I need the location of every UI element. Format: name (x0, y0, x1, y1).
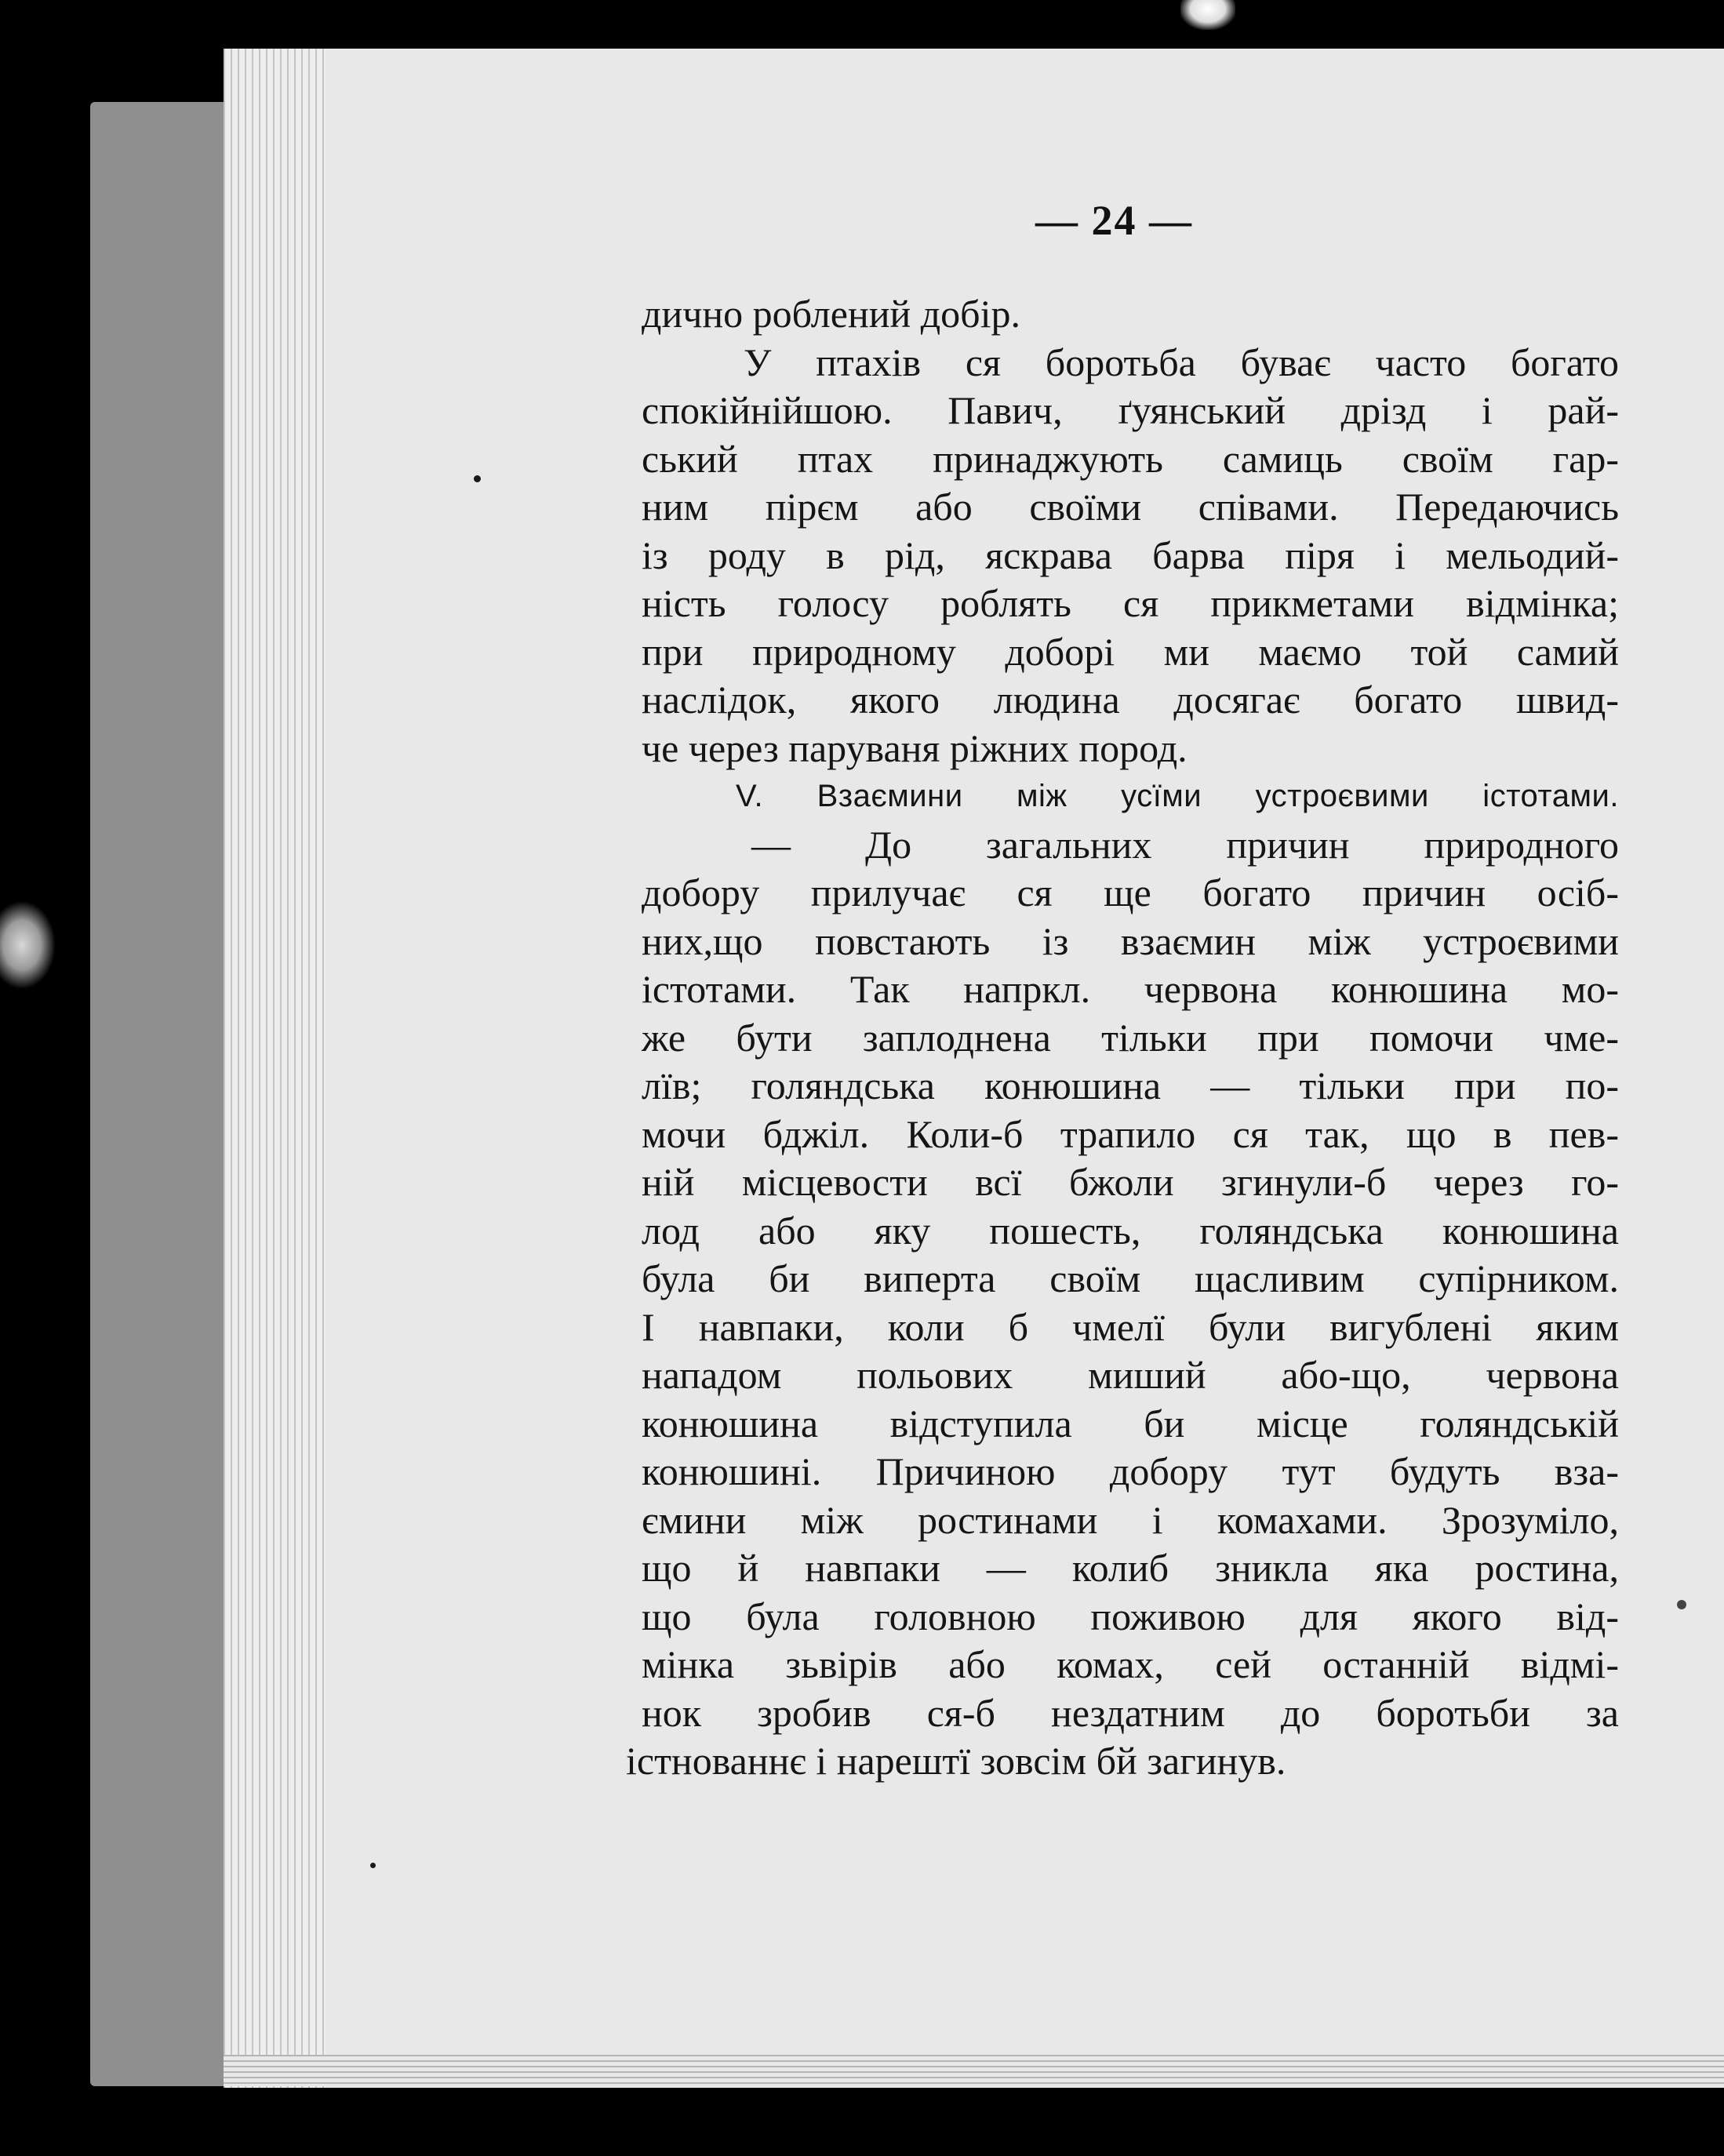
text-line: лод або яку пошесть, голяндська конюшина (642, 1208, 1619, 1253)
text-line: що й навпаки — колиб зникла яка ростина, (642, 1546, 1619, 1590)
text-line: спокійнійшою. Павич, ґуянський дрізд і рай- (642, 388, 1619, 432)
text-line: ність голосу роблять ся прикметами відмінка; (642, 581, 1619, 625)
page-stack-edges (224, 49, 326, 2088)
text-line: че через паруваня ріжних пород. (642, 725, 1188, 770)
text-line: що була головною поживою для якого від- (642, 1594, 1619, 1638)
text-line: при природному доборі ми маємо той самий (642, 629, 1619, 674)
text-line: лїв; голяндська конюшина — тільки при по- (642, 1063, 1619, 1107)
text-line: У птахів ся боротьба буває часто богато (744, 340, 1619, 384)
body-text (626, 290, 1619, 1786)
text-line: конюшина відступила би місце голяндській (642, 1401, 1619, 1445)
text-line: І навпаки, коли б чмелї були вигублені яким (642, 1304, 1619, 1349)
page-stack-bottom (224, 2055, 1724, 2086)
text-line: ним пірєм або своїми співами. Передаючись (642, 485, 1619, 529)
scan-artifact (0, 902, 55, 988)
text-line: мінка зьвірів або комах, сей останній відмі- (642, 1642, 1619, 1686)
text-line: істотами. Так напркл. червона конюшина мо- (642, 967, 1619, 1011)
text-line: нападом польових миший або-що, червона (642, 1353, 1619, 1397)
text-line: ський птах принаджують самиць своїм гар- (642, 436, 1619, 481)
text-line: же бути заплоднена тільки при помочи чме- (642, 1015, 1619, 1060)
ink-speck (474, 475, 481, 482)
text-line: — До загальних причин природного (751, 822, 1619, 867)
ink-speck (370, 1863, 376, 1868)
ink-speck (1677, 1600, 1686, 1609)
scan-artifact (1180, 0, 1235, 30)
text-line: них,що повстають із взаємин між устроєвими (642, 918, 1619, 963)
text-line: наслідок, якого людина досягає богато швид- (642, 678, 1619, 722)
text-line: ємини між ростинами і комахами. Зрозуміло, (642, 1497, 1619, 1542)
text-line: істнованнє і нарештї зовсім бй загинув. (626, 1739, 1286, 1783)
page-number: — 24 — (1035, 197, 1193, 244)
text-line: була би виперта своїм щасливим супірником. (642, 1256, 1619, 1300)
text-line: нок зробив ся-б нездатним до боротьби за (642, 1690, 1619, 1735)
text-line: із роду в рід, яскрава барва піря і мельодий- (642, 533, 1619, 577)
text-line: дично роблений добір. (642, 292, 1020, 336)
text-line: добору прилучає ся ще богато причин осіб- (642, 871, 1619, 914)
text-line: ній місцевости всї бжоли згинули-б через го- (642, 1160, 1619, 1204)
text-line: конюшині. Причиною добору тут будуть вза- (642, 1449, 1619, 1493)
section-heading: V. Взаємини між усїми устроєвими істотами. (736, 779, 1619, 813)
text-line: мочи бджіл. Коли-б трапило ся так, що в пев- (642, 1111, 1619, 1156)
